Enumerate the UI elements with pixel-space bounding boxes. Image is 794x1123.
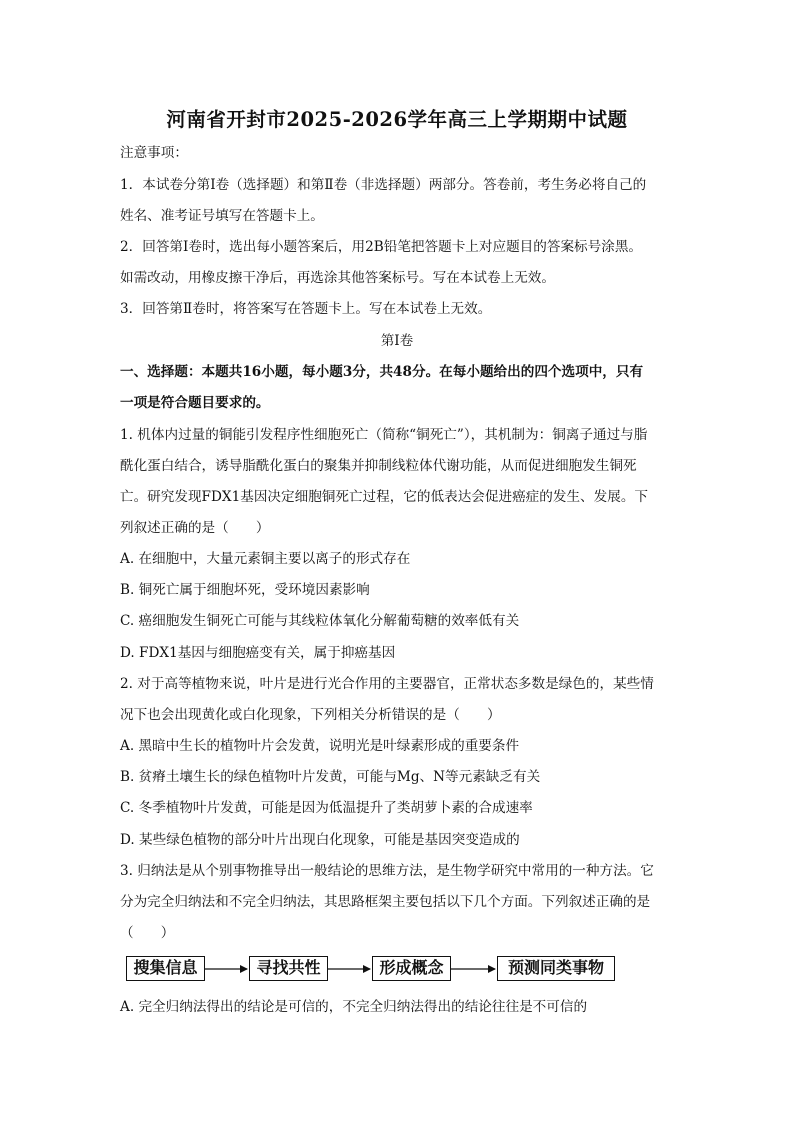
- notice-line: 2．回答第Ⅰ卷时，选出每小题答案后，用2B铅笔把答题卡上对应题目的答案标号涂黑。: [120, 239, 643, 255]
- question-1-option-b: B. 铜死亡属于细胞坏死，受环境因素影响: [120, 582, 370, 598]
- notice-line: 1．本试卷分第Ⅰ卷（选择题）和第Ⅱ卷（非选择题）两部分。答卷前，考生务必将自己的: [120, 177, 647, 193]
- flow-step-form-concept: 形成概念: [372, 956, 451, 981]
- question-1-stem: 酰化蛋白结合，诱导脂酰化蛋白的聚集并抑制线粒体代谢功能，从而促进细胞发生铜死: [120, 458, 637, 474]
- exam-title: 河南省开封市2025-2026学年高三上学期期中试题: [166, 108, 628, 131]
- flow-step-collect-info: 搜集信息: [126, 956, 205, 981]
- question-1-stem: 亡。研究发现FDX1基因决定细胞铜死亡过程，它的低表达会促进癌症的发生、发展。下: [120, 489, 649, 505]
- question-1-option-a: A. 在细胞中，大量元素铜主要以离子的形式存在: [120, 551, 411, 567]
- question-1-option-d: D. FDX1基因与细胞癌变有关，属于抑癌基因: [120, 645, 396, 661]
- question-2-stem: 况下也会出现黄化或白化现象，下列相关分析错误的是（ ）: [120, 707, 501, 723]
- question-2-option-c: C. 冬季植物叶片发黄，可能是因为低温提升了类胡萝卜素的合成速率: [120, 800, 533, 816]
- flow-step-predict-similar: 预测同类事物: [497, 956, 615, 981]
- question-2-stem: 2. 对于高等植物来说，叶片是进行光合作用的主要器官，正常状态多数是绿色的，某些情: [120, 676, 654, 692]
- section-heading: 一项是符合题目要求的。: [120, 395, 270, 411]
- notice-line: 姓名、准考证号填写在答题卡上。: [120, 208, 324, 224]
- notice-line: 如需改动，用橡皮擦干净后，再选涂其他答案标号。写在本试卷上无效。: [120, 270, 555, 286]
- question-1-stem: 列叙述正确的是（ ）: [120, 520, 270, 536]
- section-heading: 一、选择题：本题共16小题，每小题3分，共48分。在每小题给出的四个选项中，只有: [120, 364, 644, 380]
- question-3-stem: （ ）: [120, 925, 175, 941]
- flow-step-find-commonality: 寻找共性: [249, 956, 328, 981]
- question-2-option-a: A. 黑暗中生长的植物叶片会发黄，说明光是叶绿素形成的重要条件: [120, 738, 520, 754]
- question-3-stem: 分为完全归纳法和不完全归纳法，其思路框架主要包括以下几个方面。下列叙述正确的是: [120, 894, 651, 910]
- question-3-option-a: A. 完全归纳法得出的结论是可信的，不完全归纳法得出的结论往往是不可信的: [120, 999, 588, 1015]
- notice-heading: 注意事项：: [120, 145, 188, 161]
- volume-label: 第Ⅰ卷: [380, 333, 414, 349]
- question-3-stem: 3. 归纳法是从个别事物推导出一般结论的思维方法，是生物学研究中常用的一种方法。它: [120, 863, 654, 879]
- question-2-option-d: D. 某些绿色植物的部分叶片出现白化现象，可能是基因突变造成的: [120, 832, 520, 848]
- question-2-option-b: B. 贫瘠土壤生长的绿色植物叶片发黄，可能与Mg、N等元素缺乏有关: [120, 769, 541, 785]
- notice-line: 3．回答第Ⅱ卷时，将答案写在答题卡上。写在本试卷上无效。: [120, 301, 492, 317]
- induction-flowchart: [126, 956, 616, 984]
- question-1-option-c: C. 癌细胞发生铜死亡可能与其线粒体氧化分解葡萄糖的效率低有关: [120, 613, 520, 629]
- question-1-stem: 1. 机体内过量的铜能引发程序性细胞死亡（简称“铜死亡”），其机制为：铜离子通过与脂: [120, 427, 648, 443]
